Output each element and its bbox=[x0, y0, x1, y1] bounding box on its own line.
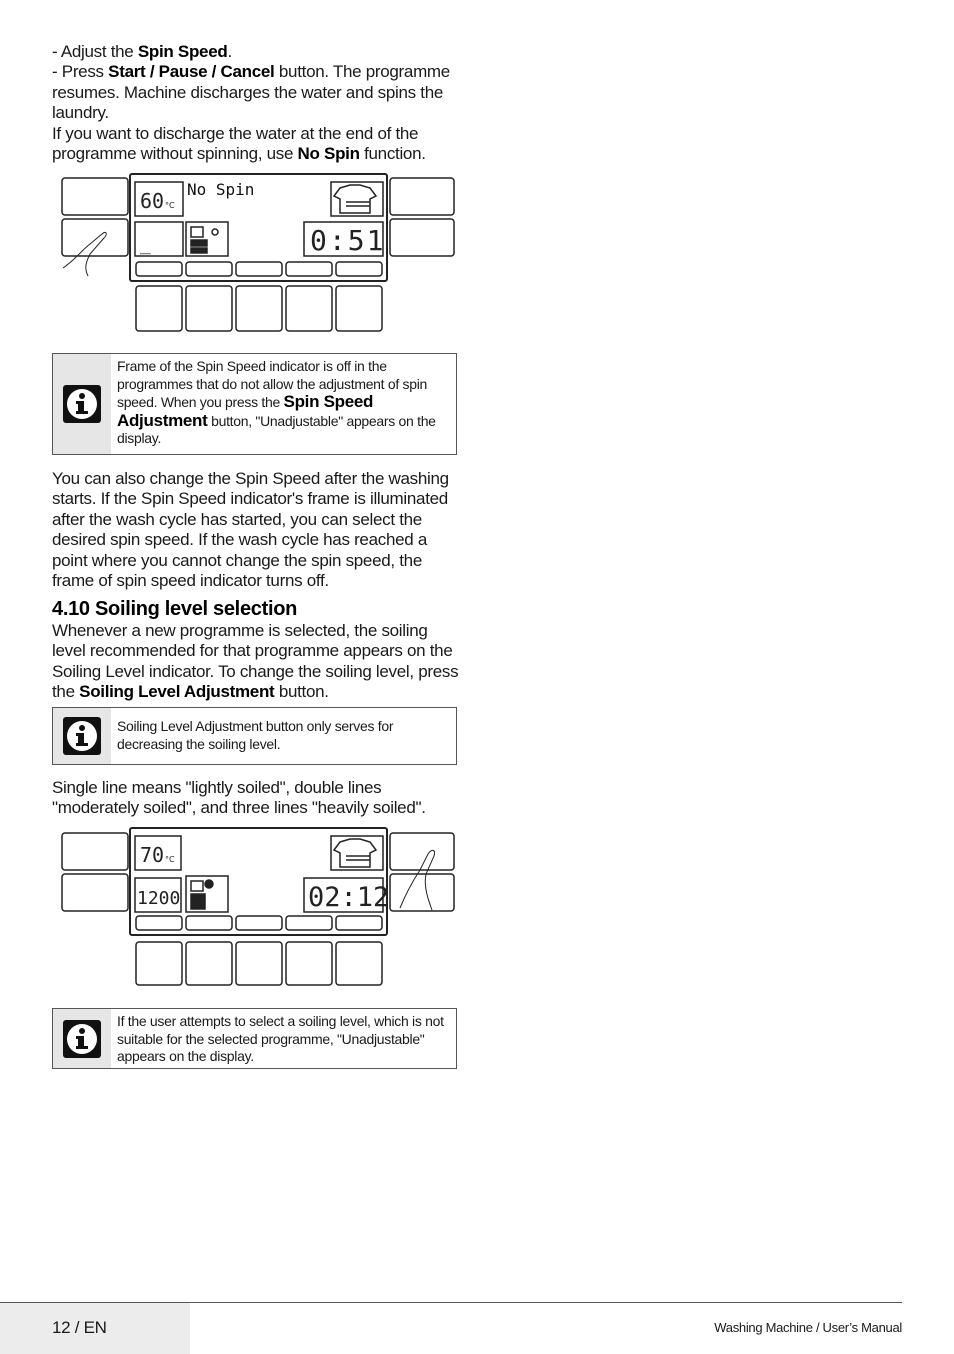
control-panel-illustration-nospin bbox=[60, 172, 460, 334]
section-heading: 4.10 Soiling level selection bbox=[52, 598, 298, 620]
info-icon bbox=[63, 385, 101, 423]
info-note-unadjustable bbox=[52, 1008, 457, 1069]
note-text: Soiling Level Adjustment button only serves for decreasing the soiling level. bbox=[117, 718, 394, 752]
temperature-readout: 60 bbox=[140, 189, 165, 213]
temperature-readout: 70 bbox=[140, 843, 165, 867]
info-icon-cell bbox=[53, 708, 111, 764]
spin-readout: 1200 bbox=[137, 888, 181, 909]
intro-text bbox=[52, 42, 464, 164]
control-panel-illustration-soiling bbox=[60, 826, 460, 988]
intro-line-nospin: If you want to discharge the water at the end of the programme without spinning, use No Spin function. bbox=[52, 123, 426, 164]
info-note-spin-frame bbox=[52, 353, 457, 455]
time-readout: 0:51 bbox=[310, 224, 386, 257]
soiling-section bbox=[52, 597, 464, 703]
note-text: If the user attempts to select a soiling level, which is not suitable for the selected programme, "Unadjustable" appears on the display. bbox=[117, 1013, 444, 1064]
spin-speed-paragraph: You can also change the Spin Speed after the washing starts. If the Spin Speed indicator's frame is illuminated after the wash cycle has started, you can select the desired spin speed. If the wash cycle has reached a point where you cannot change the spin speed, the frame of spin speed indicator turns off. bbox=[52, 469, 449, 591]
info-icon bbox=[63, 1020, 101, 1058]
intro-line-adjust: - Adjust the Spin Speed. bbox=[52, 42, 232, 61]
temperature-unit: °C bbox=[165, 855, 175, 864]
info-icon-cell bbox=[53, 1009, 111, 1068]
note-text: Frame of the Spin Speed indicator is off in the programmes that do not allow the adjustment of spin speed. When you press the Spin Speed Adjustment button, "Unadjustable" appears on the display. bbox=[117, 358, 436, 446]
footer-divider bbox=[0, 1302, 902, 1303]
page-number: 12 / EN bbox=[52, 1318, 107, 1337]
info-note-soiling-decrease bbox=[52, 707, 457, 765]
info-icon-cell bbox=[53, 354, 111, 454]
temperature-unit: °C bbox=[165, 201, 175, 210]
soiling-lines-paragraph: Single line means "lightly soiled", double lines "moderately soiled", and three lines "heavily soiled". bbox=[52, 778, 426, 818]
info-icon bbox=[63, 717, 101, 755]
spin-readout: _ bbox=[140, 234, 151, 255]
footer-title: Washing Machine / User’s Manual bbox=[714, 1320, 902, 1335]
display-message: No Spin bbox=[187, 180, 255, 199]
time-readout: 02:12 bbox=[308, 882, 390, 913]
intro-line-press: - Press Start / Pause / Cancel button. The programme resumes. Machine discharges the water and spins the laundry. bbox=[52, 62, 450, 123]
section-body: Whenever a new programme is selected, the soiling level recommended for that programme appears on the Soiling Level indicator. To change the soiling level, press the Soiling Level Adjustment button. bbox=[52, 621, 459, 702]
